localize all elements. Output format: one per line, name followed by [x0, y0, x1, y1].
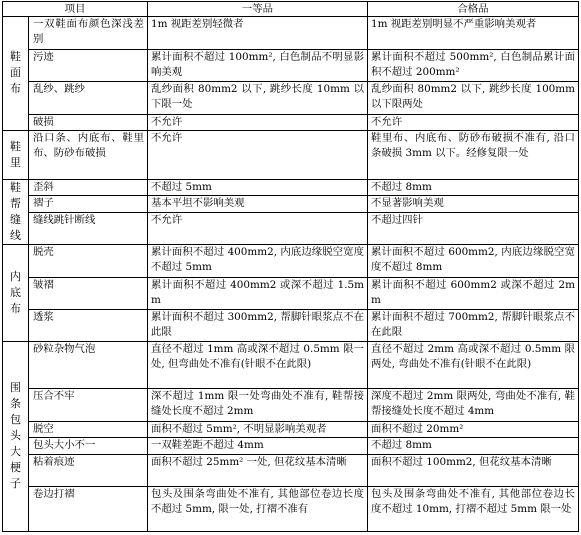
qualified-cell: 累计面积不超过 500mm², 白色制品累计面积不超过 200mm² [368, 50, 579, 82]
item-cell: 歪斜 [29, 179, 148, 195]
category-cell: 围 条 包 头 大 梗 子 [3, 341, 29, 531]
table-row [3, 277, 579, 309]
quality-standard-sheet [2, 1, 578, 532]
item-cell: 褶子 [29, 196, 148, 212]
qualified-cell: 面积不超过 20mm² [368, 422, 579, 438]
qualified-cell: 累计面积不超过 700mm2, 帮脚针眼浆点不在此限 [368, 309, 579, 341]
category-cell: 鞋 面 布 [3, 17, 29, 131]
table-row [3, 438, 579, 454]
first-grade-cell: 1m 视距差别轻微者 [148, 17, 368, 50]
item-cell: 污迹 [29, 50, 148, 82]
item-cell: 一双鞋面布颜色深浅差别 [29, 17, 148, 50]
qualified-cell: 不显著影响美观 [368, 196, 579, 212]
table-row [3, 422, 579, 438]
quality-standard-table [2, 1, 579, 532]
first-grade-cell: 累计面积不超过 400mm2 或深不超过 1.5mm [148, 277, 368, 309]
table-row [3, 245, 579, 277]
header-row [3, 2, 579, 17]
table-row [3, 114, 579, 130]
category-cell: 内 底 布 [3, 245, 29, 342]
first-grade-cell: 面积不超过 5mm², 不明显影响美观者 [148, 422, 368, 438]
table-row [3, 82, 579, 114]
qualified-cell: 累计面积不超过 600mm2 或深不超过 2mm [368, 277, 579, 309]
qualified-cell: 不超过 8mm [368, 179, 579, 195]
item-cell: 粘着痕迹 [29, 454, 148, 486]
table-row [3, 50, 579, 82]
item-cell: 卷边打褶 [29, 486, 148, 531]
qualified-cell: 不超过四针 [368, 212, 579, 245]
qualified-cell: 面积不超过 100mm2, 但花纹基本清晰 [368, 454, 579, 486]
first-grade-cell: 累计面积不超过 400mm2, 内底边缘脱空宽度不超过 5mm [148, 245, 368, 277]
item-cell: 皱褶 [29, 277, 148, 309]
table-row [3, 179, 579, 195]
item-cell: 压合不牢 [29, 389, 148, 422]
first-grade-cell: 不超过 5mm [148, 179, 368, 195]
table-row [3, 196, 579, 212]
item-cell: 沿口条、内底布、鞋里布、防砂布破损 [29, 130, 148, 179]
qualified-cell: 深度不超过 2mm 限两处, 弯曲处不准有, 鞋帮接缝处长度不超过 4mm [368, 389, 579, 422]
item-cell: 透浆 [29, 309, 148, 341]
item-cell: 破损 [29, 114, 148, 130]
first-grade-cell: 基本平坦不影响美观 [148, 196, 368, 212]
table-row [3, 17, 579, 50]
qualified-cell: 不允许 [368, 114, 579, 130]
qualified-cell: 累计面积不超过 600mm2, 内底边缘脱空宽度不超过 8mm [368, 245, 579, 277]
first-grade-cell: 不允许 [148, 114, 368, 130]
first-grade-cell: 累计面积不超过 100mm², 白色制品不明显影响美观 [148, 50, 368, 82]
header-first-grade: 一等品 [148, 2, 368, 17]
table-row [3, 341, 579, 388]
table-row [3, 130, 579, 179]
first-grade-cell: 直径不超过 1mm 高或深不超过 0.5mm 限一处, 但弯曲处不准有(针眼不在此限) [148, 341, 368, 388]
item-cell: 砂粒杂物气泡 [29, 341, 148, 388]
first-grade-cell: 一双鞋差距不超过 4mm [148, 438, 368, 454]
item-cell: 缝线跳针断线 [29, 212, 148, 245]
first-grade-cell: 乱纱面积 80mm2 以下, 跳纱长度 10mm 以下限一处 [148, 82, 368, 114]
qualified-cell: 不超过 8mm [368, 438, 579, 454]
category-cell: 鞋 里 [3, 130, 29, 179]
first-grade-cell: 深不超过 1mm 限一处弯曲处不准有, 鞋帮接缝处长度不超过 2mm [148, 389, 368, 422]
item-cell: 脱壳 [29, 245, 148, 277]
item-cell: 包头大小不一 [29, 438, 148, 454]
first-grade-cell: 不允许 [148, 212, 368, 245]
item-cell: 乱纱、跳纱 [29, 82, 148, 114]
table-row [3, 212, 579, 245]
qualified-cell: 鞋里布、内底布、防砂布破损不准有, 沿口条破损 3mm 以下。经修复限一处 [368, 130, 579, 179]
first-grade-cell: 不允许 [148, 130, 368, 179]
first-grade-cell: 面积不超过 25mm² 一处, 但花纹基本清晰 [148, 454, 368, 486]
qualified-cell: 直径不超过 2mm 高或深不超过 0.5mm 限两处, 弯曲处不准有(针眼不在此限) [368, 341, 579, 388]
table-row [3, 454, 579, 486]
item-cell: 脱空 [29, 422, 148, 438]
table-row [3, 389, 579, 422]
table-row [3, 309, 579, 341]
qualified-cell: 乱纱面积 80mm2 以下, 跳纱长度 100mm 以下限两处 [368, 82, 579, 114]
first-grade-cell: 累计面积不超过 300mm2, 帮脚针眼浆点不在此限 [148, 309, 368, 341]
first-grade-cell: 包头及围条弯曲处不准有, 其他部位卷边长度不超过 5mm, 限一处, 打褶不准有 [148, 486, 368, 531]
table-row [3, 486, 579, 531]
header-item: 项目 [3, 2, 148, 17]
category-cell: 鞋 帮 缝 线 [3, 179, 29, 244]
header-qualified: 合格品 [368, 2, 579, 17]
qualified-cell: 包头及围条弯曲处不准有, 其他部位卷边长度不超过 10mm, 打褶不超过 5mm 限一处 [368, 486, 579, 531]
qualified-cell: 1m 视距差别明显不严重影响美观者 [368, 17, 579, 50]
